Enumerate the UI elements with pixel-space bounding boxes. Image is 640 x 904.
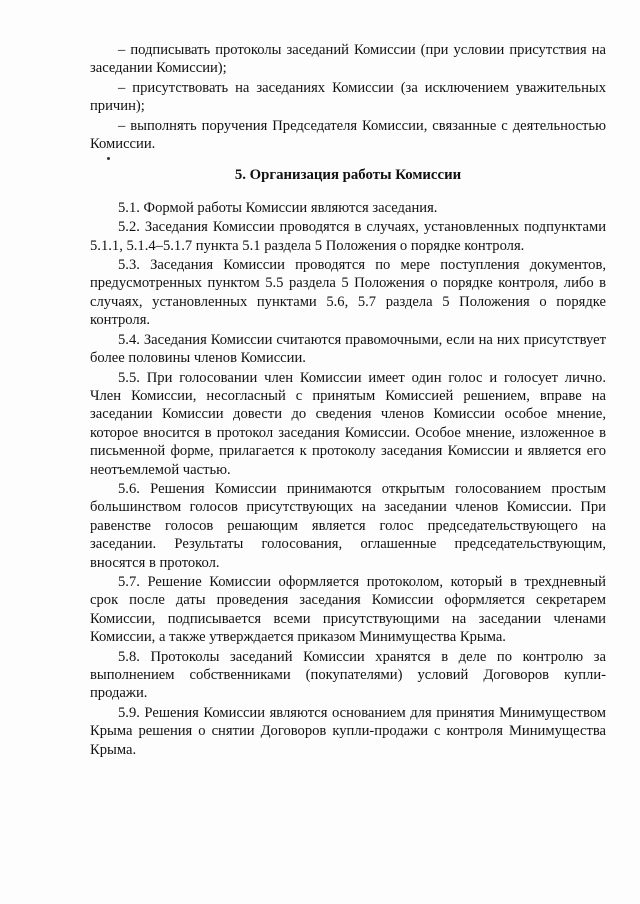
duty-item: – подписывать протоколы заседаний Комиссии (при условии присутствия на заседании Комиссии); bbox=[90, 42, 606, 77]
clause-5-8: 5.8. Протоколы заседаний Комиссии хранятся в деле по контролю за выполнением собственниками (покупателями) условий Договоров купли-продажи. bbox=[90, 648, 606, 702]
clause-5-4: 5.4. Заседания Комиссии считаются правомочными, если на них присутствует более половины членов Комиссии. bbox=[90, 331, 606, 367]
clause-5-5: 5.5. При голосовании член Комиссии имеет один голос и голосует лично. Член Комиссии, несогласный с принятым Комиссией решением, вправе на заседании Комиссии довести до сведения членов Комиссии особое мнение, которое вносится в протокол заседания Комиссии. Особое мнение, изложенное в письменной форме, прилагается к протоколу заседания Комиссии и является его неотъемлемой частью. bbox=[90, 369, 606, 478]
duty-item: – присутствовать на заседаниях Комиссии (за исключением уважительных причин); bbox=[90, 79, 606, 115]
clause-5-3: 5.3. Заседания Комиссии проводятся по мере поступления документов, предусмотренных пунктом 5.5 раздела 5 Положения о порядке контроля, либо в случаях, установленных пунктами 5.6, 5.7 раздела 5 Положения о порядке контроля. bbox=[90, 257, 606, 329]
document-body bbox=[90, 41, 606, 760]
clause-5-6: 5.6. Решения Комиссии принимаются открытым голосованием простым большинством голосов присутствующих на заседании членов Комиссии. При равенстве голосов решающим является голос председательствующего на заседании. Результаты голосования, оглашенные председательствующим, вносятся в протокол. bbox=[90, 480, 606, 571]
clause-5-7: 5.7. Решение Комиссии оформляется протоколом, который в трехдневный срок после даты проведения заседания Комиссии оформляется секретарем Комиссии, подписывается всеми присутствующими на заседании членами Комиссии, а также утверждается приказом Минимущества Крыма. bbox=[90, 573, 606, 646]
duty-item: – выполнять поручения Председателя Комиссии, связанные с деятельностью Комиссии. bbox=[90, 117, 606, 153]
clause-5-9: 5.9. Решения Комиссии являются основанием для принятия Минимуществом Крыма решения о снятии Договоров купли-продажи с контроля Минимущества Крыма. bbox=[90, 704, 606, 758]
clause-5-2: 5.2. Заседания Комиссии проводятся в случаях, установленных подпунктами 5.1.1, 5.1.4–5.1.7 пункта 5.1 раздела 5 Положения о порядке контроля. bbox=[90, 219, 606, 254]
section-title: 5. Организация работы Комиссии bbox=[234, 167, 462, 184]
clause-5-1: 5.1. Формой работы Комиссии являются заседания. bbox=[118, 199, 438, 216]
